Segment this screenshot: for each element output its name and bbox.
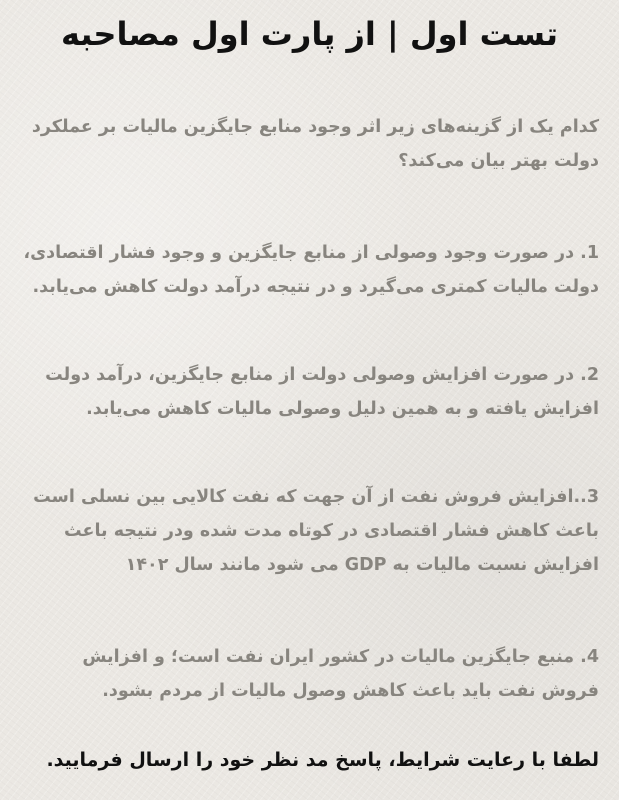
footer-instruction: لطفا با رعایت شرایط، پاسخ مد نظر خود را ارسال فرمایید.	[46, 749, 599, 771]
option-4: 4. منبع جایگزین مالیات در کشور ایران نفت است؛ و افزایش فروش نفت باید باعث کاهش وصول مالیات از مردم بشود.	[82, 647, 599, 701]
page-title: تست اول | از پارت اول مصاحبه	[60, 15, 559, 53]
option-3: 3..افزایش فروش نفت از آن جهت که نفت کالایی بین نسلی است باعث کاهش فشار اقتصادی در کوتاه مدت شده ودر نتیجه باعث افزایش نسبت مالیات به GDP می شود مانند سال ۱۴۰۲	[33, 487, 599, 575]
question-text: کدام یک از گزینه‌های زیر اثر وجود منابع جایگزین مالیات بر عملکرد دولت بهتر بیان می‌کند؟	[31, 117, 599, 171]
option-1: 1. در صورت وجود وصولی از منابع جایگزین و وجود فشار اقتصادی، دولت مالیات کمتری می‌گیرد و در نتیجه درآمد دولت کاهش می‌یابد.	[23, 243, 599, 297]
option-2: 2. در صورت افزایش وصولی دولت از منابع جایگزین، درآمد دولت افزایش یافته و به همین دلیل وصولی مالیات کاهش می‌یابد.	[45, 365, 599, 419]
